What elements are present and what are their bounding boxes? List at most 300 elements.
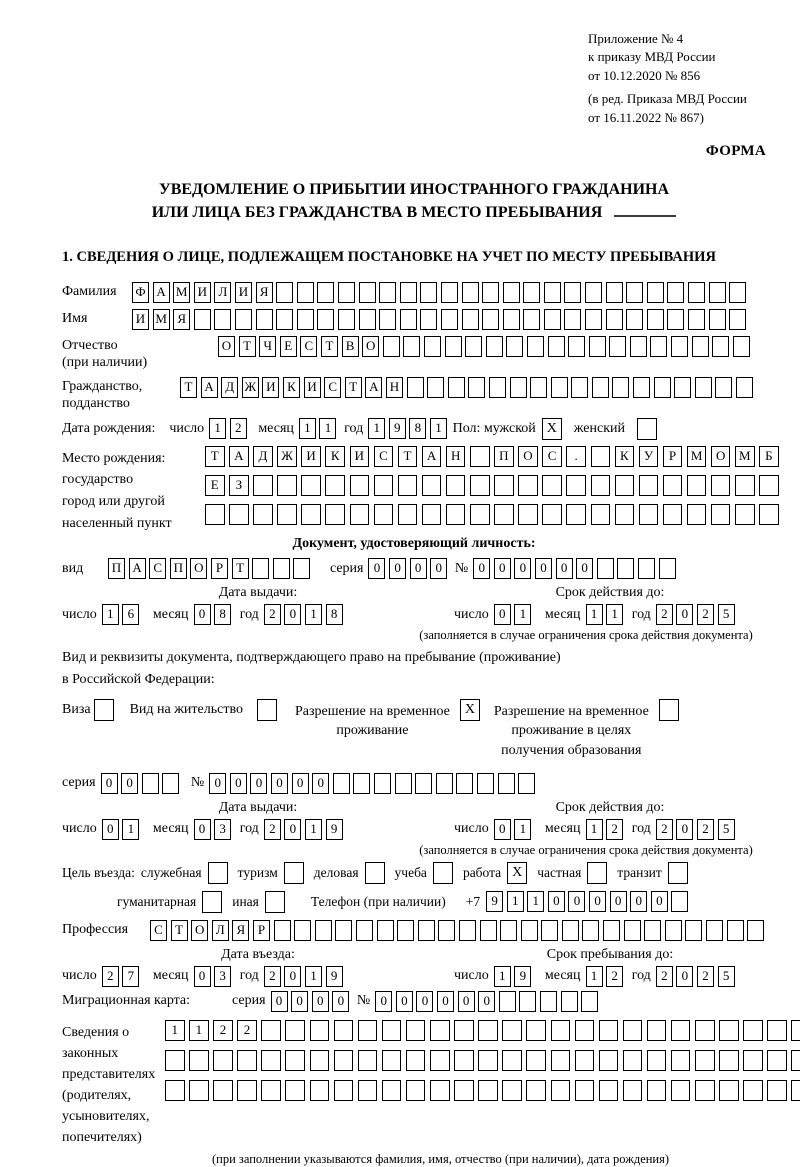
char-cell[interactable] (261, 1050, 281, 1071)
char-cell[interactable]: С (149, 558, 166, 579)
char-cell[interactable]: 0 (676, 966, 693, 987)
char-cell[interactable]: 5 (718, 819, 735, 840)
char-cell[interactable] (674, 377, 691, 398)
staydoc-expiry-month-cells[interactable] (586, 819, 627, 840)
char-cell[interactable] (551, 377, 568, 398)
iddoc-issue-day-cells[interactable] (102, 604, 143, 625)
char-cell[interactable] (395, 773, 412, 794)
char-cell[interactable]: О (711, 446, 731, 467)
char-cell[interactable] (606, 309, 623, 330)
char-cell[interactable] (165, 1080, 185, 1101)
char-cell[interactable]: К (615, 446, 635, 467)
char-cell[interactable] (285, 1020, 305, 1041)
char-cell[interactable]: А (153, 282, 170, 303)
char-cell[interactable] (358, 1020, 378, 1041)
char-cell[interactable] (406, 1050, 426, 1071)
char-cell[interactable] (353, 773, 370, 794)
char-cell[interactable]: Т (321, 336, 338, 357)
char-cell[interactable]: К (283, 377, 300, 398)
char-cell[interactable] (454, 1080, 474, 1101)
char-cell[interactable] (335, 920, 352, 941)
char-cell[interactable] (530, 377, 547, 398)
char-cell[interactable]: 0 (568, 891, 585, 912)
char-cell[interactable] (478, 1080, 498, 1101)
visa-checkbox[interactable] (94, 699, 114, 721)
char-cell[interactable]: 8 (214, 604, 231, 625)
char-cell[interactable]: 2 (606, 819, 623, 840)
char-cell[interactable] (564, 309, 581, 330)
char-cell[interactable]: 0 (676, 604, 693, 625)
char-cell[interactable] (591, 504, 611, 525)
char-cell[interactable]: 9 (326, 819, 343, 840)
char-cell[interactable] (403, 336, 420, 357)
char-cell[interactable]: 0 (556, 558, 573, 579)
char-cell[interactable] (252, 558, 269, 579)
char-cell[interactable] (213, 1050, 233, 1071)
char-cell[interactable]: 9 (514, 966, 531, 987)
char-cell[interactable]: 0 (651, 891, 668, 912)
char-cell[interactable] (436, 773, 453, 794)
char-cell[interactable]: 5 (718, 604, 735, 625)
staydoc-issue-year-cells[interactable] (264, 819, 346, 840)
char-cell[interactable]: 1 (305, 604, 322, 625)
char-cell[interactable]: Ч (259, 336, 276, 357)
char-cell[interactable]: 0 (630, 891, 647, 912)
char-cell[interactable] (736, 377, 753, 398)
stay-year-cells[interactable] (656, 966, 738, 987)
char-cell[interactable] (727, 920, 744, 941)
char-cell[interactable] (523, 309, 540, 330)
char-cell[interactable] (617, 558, 634, 579)
char-cell[interactable]: 0 (416, 991, 433, 1012)
char-cell[interactable]: 7 (122, 966, 139, 987)
char-cell[interactable] (383, 336, 400, 357)
char-cell[interactable]: 1 (299, 418, 316, 439)
char-cell[interactable] (663, 504, 683, 525)
char-cell[interactable]: О (190, 558, 207, 579)
char-cell[interactable] (542, 475, 562, 496)
char-cell[interactable] (338, 309, 355, 330)
char-cell[interactable]: Н (386, 377, 403, 398)
birthplace-row3-cells[interactable] (205, 504, 783, 525)
char-cell[interactable]: 2 (102, 966, 119, 987)
char-cell[interactable]: 0 (101, 773, 118, 794)
char-cell[interactable] (462, 282, 479, 303)
char-cell[interactable]: Я (256, 282, 273, 303)
char-cell[interactable] (445, 336, 462, 357)
char-cell[interactable]: О (518, 446, 538, 467)
char-cell[interactable]: 1 (606, 604, 623, 625)
char-cell[interactable] (518, 475, 538, 496)
char-cell[interactable] (506, 336, 523, 357)
char-cell[interactable] (599, 1050, 619, 1071)
char-cell[interactable] (277, 504, 297, 525)
char-cell[interactable] (448, 377, 465, 398)
char-cell[interactable]: Ж (277, 446, 297, 467)
char-cell[interactable]: 0 (548, 891, 565, 912)
char-cell[interactable] (301, 475, 321, 496)
staydoc-expiry-year-cells[interactable] (656, 819, 738, 840)
char-cell[interactable] (498, 773, 515, 794)
char-cell[interactable]: Т (232, 558, 249, 579)
char-cell[interactable]: 0 (194, 966, 211, 987)
char-cell[interactable] (626, 309, 643, 330)
purpose-private-checkbox[interactable] (587, 862, 607, 884)
iddoc-expiry-day-cells[interactable] (494, 604, 535, 625)
char-cell[interactable] (603, 920, 620, 941)
char-cell[interactable]: О (191, 920, 208, 941)
char-cell[interactable]: 0 (312, 773, 329, 794)
char-cell[interactable]: С (150, 920, 167, 941)
char-cell[interactable] (597, 558, 614, 579)
char-cell[interactable]: 0 (589, 891, 606, 912)
char-cell[interactable] (379, 309, 396, 330)
char-cell[interactable] (688, 309, 705, 330)
char-cell[interactable]: Я (232, 920, 249, 941)
char-cell[interactable]: И (194, 282, 211, 303)
char-cell[interactable] (599, 1020, 619, 1041)
char-cell[interactable] (654, 377, 671, 398)
char-cell[interactable] (671, 891, 688, 912)
char-cell[interactable] (510, 377, 527, 398)
char-cell[interactable]: 0 (494, 604, 511, 625)
char-cell[interactable] (692, 336, 709, 357)
staydoc-number-cells[interactable] (209, 773, 539, 794)
char-cell[interactable] (759, 475, 779, 496)
char-cell[interactable] (162, 773, 179, 794)
title-blank-line[interactable] (614, 202, 676, 217)
char-cell[interactable]: 0 (291, 991, 308, 1012)
char-cell[interactable]: О (362, 336, 379, 357)
char-cell[interactable] (575, 1050, 595, 1071)
char-cell[interactable] (735, 475, 755, 496)
staydoc-issue-month-cells[interactable] (194, 819, 235, 840)
char-cell[interactable]: М (153, 309, 170, 330)
char-cell[interactable]: 0 (610, 891, 627, 912)
char-cell[interactable] (276, 282, 293, 303)
char-cell[interactable]: 1 (430, 418, 447, 439)
char-cell[interactable]: Р (211, 558, 228, 579)
char-cell[interactable] (544, 282, 561, 303)
char-cell[interactable] (415, 773, 432, 794)
char-cell[interactable]: 1 (586, 604, 603, 625)
char-cell[interactable] (695, 1020, 715, 1041)
char-cell[interactable]: 0 (194, 819, 211, 840)
char-cell[interactable]: 0 (209, 773, 226, 794)
char-cell[interactable] (310, 1050, 330, 1071)
char-cell[interactable]: Ж (242, 377, 259, 398)
char-cell[interactable] (334, 1050, 354, 1071)
purpose-other-checkbox[interactable] (265, 891, 285, 913)
char-cell[interactable] (334, 1080, 354, 1101)
char-cell[interactable] (317, 282, 334, 303)
char-cell[interactable] (688, 282, 705, 303)
representatives-row3-cells[interactable] (165, 1080, 800, 1101)
char-cell[interactable] (591, 475, 611, 496)
char-cell[interactable] (276, 309, 293, 330)
char-cell[interactable] (671, 1020, 691, 1041)
char-cell[interactable]: 1 (305, 966, 322, 987)
char-cell[interactable] (253, 504, 273, 525)
char-cell[interactable]: Л (212, 920, 229, 941)
char-cell[interactable] (542, 504, 562, 525)
char-cell[interactable]: Р (253, 920, 270, 941)
char-cell[interactable] (478, 1020, 498, 1041)
char-cell[interactable]: А (201, 377, 218, 398)
char-cell[interactable] (459, 920, 476, 941)
char-cell[interactable] (633, 377, 650, 398)
char-cell[interactable] (671, 1050, 691, 1071)
char-cell[interactable] (735, 504, 755, 525)
char-cell[interactable] (494, 475, 514, 496)
char-cell[interactable]: 0 (368, 558, 385, 579)
char-cell[interactable] (406, 1080, 426, 1101)
char-cell[interactable] (382, 1080, 402, 1101)
char-cell[interactable]: . (566, 446, 586, 467)
birth-year-cells[interactable] (368, 418, 450, 439)
migration-card-number-cells[interactable] (375, 991, 602, 1012)
char-cell[interactable]: Н (446, 446, 466, 467)
char-cell[interactable] (639, 475, 659, 496)
char-cell[interactable] (612, 377, 629, 398)
char-cell[interactable] (791, 1050, 800, 1071)
char-cell[interactable]: 1 (586, 819, 603, 840)
char-cell[interactable] (237, 1080, 257, 1101)
char-cell[interactable] (407, 377, 424, 398)
purpose-humanitarian-checkbox[interactable] (202, 891, 222, 913)
char-cell[interactable]: Д (221, 377, 238, 398)
char-cell[interactable]: Я (173, 309, 190, 330)
staydoc-expiry-day-cells[interactable] (494, 819, 535, 840)
char-cell[interactable] (374, 475, 394, 496)
char-cell[interactable]: 1 (102, 604, 119, 625)
iddoc-series-cells[interactable] (368, 558, 450, 579)
char-cell[interactable] (424, 336, 441, 357)
char-cell[interactable]: У (639, 446, 659, 467)
char-cell[interactable] (422, 504, 442, 525)
char-cell[interactable]: А (422, 446, 442, 467)
iddoc-expiry-year-cells[interactable] (656, 604, 738, 625)
char-cell[interactable]: П (494, 446, 514, 467)
char-cell[interactable] (561, 991, 578, 1012)
char-cell[interactable] (500, 920, 517, 941)
char-cell[interactable]: 2 (697, 604, 714, 625)
purpose-official-checkbox[interactable] (208, 862, 228, 884)
char-cell[interactable]: 0 (535, 558, 552, 579)
char-cell[interactable] (374, 504, 394, 525)
char-cell[interactable]: А (229, 446, 249, 467)
char-cell[interactable] (301, 504, 321, 525)
char-cell[interactable]: 2 (264, 819, 281, 840)
char-cell[interactable]: 9 (389, 418, 406, 439)
char-cell[interactable] (647, 1050, 667, 1071)
char-cell[interactable] (317, 309, 334, 330)
char-cell[interactable] (499, 991, 516, 1012)
char-cell[interactable] (526, 1020, 546, 1041)
char-cell[interactable] (297, 282, 314, 303)
char-cell[interactable] (527, 336, 544, 357)
char-cell[interactable] (647, 282, 664, 303)
char-cell[interactable] (767, 1080, 787, 1101)
char-cell[interactable]: Д (253, 446, 273, 467)
char-cell[interactable] (256, 309, 273, 330)
char-cell[interactable]: И (132, 309, 149, 330)
entry-month-cells[interactable] (194, 966, 235, 987)
char-cell[interactable] (194, 309, 211, 330)
char-cell[interactable] (293, 558, 310, 579)
char-cell[interactable]: И (235, 282, 252, 303)
char-cell[interactable] (274, 920, 291, 941)
char-cell[interactable] (350, 475, 370, 496)
char-cell[interactable]: С (542, 446, 562, 467)
char-cell[interactable] (406, 1020, 426, 1041)
char-cell[interactable]: 2 (656, 966, 673, 987)
iddoc-issue-year-cells[interactable] (264, 604, 346, 625)
char-cell[interactable]: М (735, 446, 755, 467)
char-cell[interactable] (623, 1080, 643, 1101)
char-cell[interactable] (441, 309, 458, 330)
char-cell[interactable]: 1 (319, 418, 336, 439)
char-cell[interactable] (585, 309, 602, 330)
char-cell[interactable] (235, 309, 252, 330)
char-cell[interactable] (548, 336, 565, 357)
char-cell[interactable]: Р (663, 446, 683, 467)
char-cell[interactable] (743, 1050, 763, 1071)
char-cell[interactable] (427, 377, 444, 398)
char-cell[interactable]: 9 (326, 966, 343, 987)
char-cell[interactable]: 2 (264, 604, 281, 625)
iddoc-kind-cells[interactable] (108, 558, 314, 579)
char-cell[interactable] (592, 377, 609, 398)
char-cell[interactable]: 0 (292, 773, 309, 794)
char-cell[interactable] (711, 504, 731, 525)
char-cell[interactable] (377, 920, 394, 941)
char-cell[interactable] (454, 1020, 474, 1041)
char-cell[interactable] (261, 1020, 281, 1041)
char-cell[interactable] (430, 1020, 450, 1041)
char-cell[interactable] (729, 282, 746, 303)
char-cell[interactable]: Е (205, 475, 225, 496)
char-cell[interactable] (333, 773, 350, 794)
char-cell[interactable] (294, 920, 311, 941)
migration-card-series-cells[interactable] (271, 991, 353, 1012)
char-cell[interactable] (358, 1050, 378, 1071)
char-cell[interactable]: 1 (494, 966, 511, 987)
char-cell[interactable] (285, 1080, 305, 1101)
char-cell[interactable]: 0 (121, 773, 138, 794)
char-cell[interactable] (526, 1050, 546, 1071)
char-cell[interactable] (374, 773, 391, 794)
char-cell[interactable] (205, 504, 225, 525)
char-cell[interactable]: И (350, 446, 370, 467)
char-cell[interactable] (564, 282, 581, 303)
char-cell[interactable] (502, 1080, 522, 1101)
char-cell[interactable] (315, 920, 332, 941)
char-cell[interactable] (687, 504, 707, 525)
char-cell[interactable] (277, 475, 297, 496)
char-cell[interactable] (477, 773, 494, 794)
char-cell[interactable]: Т (398, 446, 418, 467)
char-cell[interactable] (358, 1080, 378, 1101)
char-cell[interactable]: М (687, 446, 707, 467)
temp-residence-education-checkbox[interactable] (659, 699, 679, 721)
char-cell[interactable]: Е (280, 336, 297, 357)
char-cell[interactable] (571, 377, 588, 398)
char-cell[interactable] (350, 504, 370, 525)
char-cell[interactable] (719, 1080, 739, 1101)
char-cell[interactable] (502, 1050, 522, 1071)
stay-month-cells[interactable] (586, 966, 627, 987)
char-cell[interactable] (626, 282, 643, 303)
char-cell[interactable] (310, 1080, 330, 1101)
char-cell[interactable] (521, 920, 538, 941)
char-cell[interactable] (709, 309, 726, 330)
char-cell[interactable] (398, 504, 418, 525)
char-cell[interactable] (562, 920, 579, 941)
char-cell[interactable]: 2 (213, 1020, 233, 1041)
char-cell[interactable]: 0 (312, 991, 329, 1012)
char-cell[interactable] (438, 920, 455, 941)
purpose-work-checkbox[interactable]: X (507, 862, 527, 884)
char-cell[interactable]: О (218, 336, 235, 357)
char-cell[interactable]: 1 (514, 604, 531, 625)
char-cell[interactable] (743, 1020, 763, 1041)
char-cell[interactable] (585, 282, 602, 303)
char-cell[interactable] (486, 336, 503, 357)
char-cell[interactable] (650, 336, 667, 357)
char-cell[interactable] (478, 1050, 498, 1071)
char-cell[interactable]: С (374, 446, 394, 467)
char-cell[interactable] (237, 1050, 257, 1071)
char-cell[interactable]: 1 (209, 418, 226, 439)
char-cell[interactable]: 1 (368, 418, 385, 439)
char-cell[interactable]: 2 (230, 418, 247, 439)
char-cell[interactable]: 0 (375, 991, 392, 1012)
char-cell[interactable] (334, 1020, 354, 1041)
char-cell[interactable] (695, 1080, 715, 1101)
char-cell[interactable] (566, 504, 586, 525)
char-cell[interactable]: М (173, 282, 190, 303)
char-cell[interactable] (615, 475, 635, 496)
char-cell[interactable] (706, 920, 723, 941)
char-cell[interactable] (709, 282, 726, 303)
char-cell[interactable]: 0 (284, 819, 301, 840)
char-cell[interactable] (325, 475, 345, 496)
char-cell[interactable]: 0 (576, 558, 593, 579)
entry-year-cells[interactable] (264, 966, 346, 987)
char-cell[interactable]: 0 (250, 773, 267, 794)
char-cell[interactable] (165, 1050, 185, 1071)
purpose-business-checkbox[interactable] (365, 862, 385, 884)
char-cell[interactable]: 0 (676, 819, 693, 840)
char-cell[interactable] (325, 504, 345, 525)
char-cell[interactable] (503, 282, 520, 303)
char-cell[interactable] (420, 282, 437, 303)
entry-day-cells[interactable] (102, 966, 143, 987)
char-cell[interactable] (623, 1020, 643, 1041)
char-cell[interactable] (589, 336, 606, 357)
char-cell[interactable] (441, 282, 458, 303)
char-cell[interactable]: 1 (586, 966, 603, 987)
char-cell[interactable] (743, 1080, 763, 1101)
char-cell[interactable]: 2 (606, 966, 623, 987)
char-cell[interactable] (663, 475, 683, 496)
char-cell[interactable] (551, 1080, 571, 1101)
char-cell[interactable]: Т (180, 377, 197, 398)
char-cell[interactable] (551, 1050, 571, 1071)
char-cell[interactable]: Т (171, 920, 188, 941)
char-cell[interactable]: 0 (284, 966, 301, 987)
